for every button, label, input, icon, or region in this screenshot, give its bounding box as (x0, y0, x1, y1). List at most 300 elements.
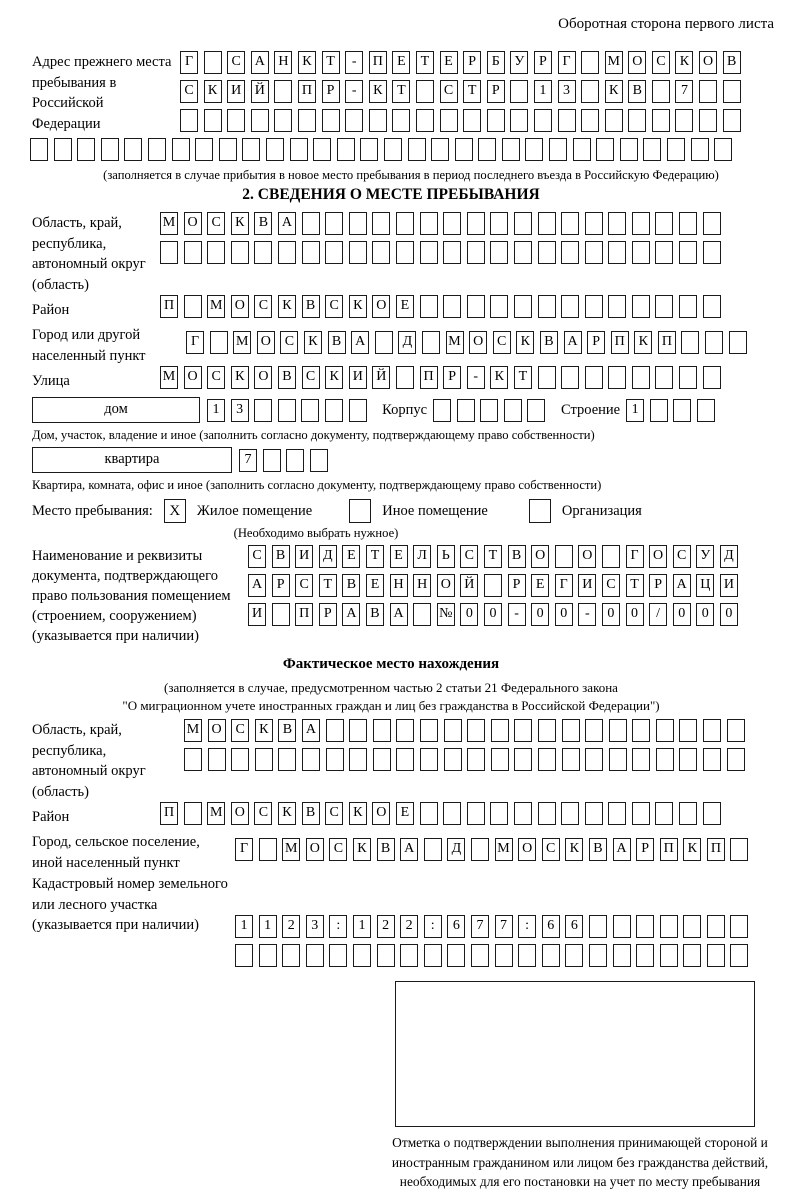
char-cell[interactable]: К (490, 366, 508, 389)
char-cell[interactable]: Т (484, 545, 502, 568)
char-cell[interactable] (585, 719, 603, 742)
char-cell[interactable] (478, 138, 496, 161)
char-cell[interactable] (396, 241, 414, 264)
char-cell[interactable] (467, 748, 485, 771)
char-cell[interactable] (650, 399, 668, 422)
char-cell[interactable]: К (675, 51, 693, 74)
char-cell[interactable]: К (349, 802, 367, 825)
char-cell[interactable]: Е (392, 51, 410, 74)
char-cell[interactable] (632, 719, 650, 742)
char-cell[interactable] (231, 241, 249, 264)
char-cell[interactable] (730, 944, 748, 967)
char-cell[interactable]: М (282, 838, 300, 861)
char-cell[interactable]: С (180, 80, 198, 103)
char-cell[interactable] (325, 241, 343, 264)
char-cell[interactable]: Р (322, 80, 340, 103)
char-cell[interactable] (30, 138, 48, 161)
char-cell[interactable]: М (233, 331, 251, 354)
char-cell[interactable] (723, 109, 741, 132)
char-cell[interactable]: 0 (555, 603, 573, 626)
char-cell[interactable]: С (248, 545, 266, 568)
char-cell[interactable] (510, 109, 528, 132)
char-cell[interactable]: М (207, 802, 225, 825)
char-cell[interactable]: О (184, 212, 202, 235)
char-cell[interactable]: № (437, 603, 455, 626)
char-cell[interactable]: А (278, 212, 296, 235)
char-cell[interactable] (447, 944, 465, 967)
char-cell[interactable] (467, 212, 485, 235)
char-cell[interactable] (227, 109, 245, 132)
char-cell[interactable] (558, 109, 576, 132)
char-cell[interactable]: А (251, 51, 269, 74)
char-cell[interactable] (565, 944, 583, 967)
char-cell[interactable]: К (278, 295, 296, 318)
char-cell[interactable]: Р (636, 838, 654, 861)
char-cell[interactable] (510, 80, 528, 103)
char-cell[interactable]: К (298, 51, 316, 74)
char-cell[interactable]: - (508, 603, 526, 626)
char-cell[interactable] (534, 109, 552, 132)
char-cell[interactable] (490, 295, 508, 318)
char-cell[interactable]: И (720, 574, 738, 597)
char-cell[interactable] (242, 138, 260, 161)
char-cell[interactable] (609, 719, 627, 742)
char-cell[interactable]: В (723, 51, 741, 74)
char-cell[interactable] (278, 241, 296, 264)
char-cell[interactable] (636, 944, 654, 967)
char-cell[interactable]: Г (555, 574, 573, 597)
char-cell[interactable]: В (302, 802, 320, 825)
char-cell[interactable] (349, 212, 367, 235)
char-cell[interactable] (589, 944, 607, 967)
char-cell[interactable] (184, 295, 202, 318)
char-cell[interactable] (585, 212, 603, 235)
char-cell[interactable] (655, 212, 673, 235)
char-cell[interactable] (679, 212, 697, 235)
char-cell[interactable] (467, 241, 485, 264)
char-cell[interactable] (632, 366, 650, 389)
char-cell[interactable] (652, 80, 670, 103)
char-cell[interactable]: К (634, 331, 652, 354)
char-cell[interactable] (349, 399, 367, 422)
char-cell[interactable]: П (660, 838, 678, 861)
char-cell[interactable] (471, 838, 489, 861)
char-cell[interactable]: О (628, 51, 646, 74)
char-cell[interactable] (514, 241, 532, 264)
char-cell[interactable] (325, 212, 343, 235)
char-cell[interactable]: В (278, 719, 296, 742)
char-cell[interactable]: Е (396, 802, 414, 825)
char-cell[interactable] (349, 748, 367, 771)
char-cell[interactable] (699, 109, 717, 132)
char-cell[interactable] (384, 138, 402, 161)
char-cell[interactable]: 0 (602, 603, 620, 626)
char-cell[interactable]: С (231, 719, 249, 742)
char-cell[interactable]: А (351, 331, 369, 354)
char-cell[interactable]: Т (514, 366, 532, 389)
char-cell[interactable] (259, 944, 277, 967)
char-cell[interactable]: 2 (282, 915, 300, 938)
char-cell[interactable] (375, 331, 393, 354)
char-cell[interactable] (124, 138, 142, 161)
char-cell[interactable] (632, 748, 650, 771)
char-cell[interactable] (424, 944, 442, 967)
char-cell[interactable] (655, 366, 673, 389)
char-cell[interactable] (302, 748, 320, 771)
char-cell[interactable] (585, 241, 603, 264)
char-cell[interactable] (420, 295, 438, 318)
char-cell[interactable] (396, 748, 414, 771)
char-cell[interactable] (714, 138, 732, 161)
char-cell[interactable]: О (437, 574, 455, 597)
char-cell[interactable] (210, 331, 228, 354)
char-cell[interactable]: Й (372, 366, 390, 389)
char-cell[interactable] (184, 241, 202, 264)
char-cell[interactable]: Е (396, 295, 414, 318)
char-cell[interactable] (254, 241, 272, 264)
char-cell[interactable]: П (160, 802, 178, 825)
char-cell[interactable] (609, 748, 627, 771)
char-cell[interactable]: К (204, 80, 222, 103)
char-cell[interactable]: Д (319, 545, 337, 568)
char-cell[interactable]: О (231, 295, 249, 318)
char-cell[interactable] (467, 719, 485, 742)
char-cell[interactable]: П (658, 331, 676, 354)
char-cell[interactable]: В (589, 838, 607, 861)
char-cell[interactable]: Р (443, 366, 461, 389)
char-cell[interactable]: Ь (437, 545, 455, 568)
char-cell[interactable]: В (540, 331, 558, 354)
char-cell[interactable]: Г (558, 51, 576, 74)
char-cell[interactable] (589, 915, 607, 938)
char-cell[interactable] (699, 80, 717, 103)
char-cell[interactable] (681, 331, 699, 354)
char-cell[interactable]: 7 (495, 915, 513, 938)
char-cell[interactable] (266, 138, 284, 161)
char-cell[interactable] (77, 138, 95, 161)
char-cell[interactable] (581, 80, 599, 103)
char-cell[interactable]: С (329, 838, 347, 861)
char-cell[interactable]: К (325, 366, 343, 389)
char-cell[interactable]: И (227, 80, 245, 103)
char-cell[interactable] (652, 109, 670, 132)
char-cell[interactable]: С (493, 331, 511, 354)
char-cell[interactable]: 1 (626, 399, 644, 422)
char-cell[interactable] (272, 603, 290, 626)
char-cell[interactable]: Г (626, 545, 644, 568)
char-cell[interactable]: А (613, 838, 631, 861)
char-cell[interactable] (538, 295, 556, 318)
char-cell[interactable]: Р (272, 574, 290, 597)
char-cell[interactable]: - (345, 51, 363, 74)
char-cell[interactable] (208, 748, 226, 771)
char-cell[interactable]: : (329, 915, 347, 938)
char-cell[interactable] (490, 241, 508, 264)
char-cell[interactable] (655, 295, 673, 318)
char-cell[interactable] (422, 331, 440, 354)
char-cell[interactable]: 0 (484, 603, 502, 626)
char-cell[interactable]: А (400, 838, 418, 861)
char-cell[interactable]: М (605, 51, 623, 74)
char-cell[interactable]: Т (416, 51, 434, 74)
char-cell[interactable]: Р (463, 51, 481, 74)
char-cell[interactable] (491, 719, 509, 742)
char-cell[interactable]: С (207, 366, 225, 389)
char-cell[interactable] (490, 212, 508, 235)
char-cell[interactable] (660, 915, 678, 938)
char-cell[interactable] (54, 138, 72, 161)
char-cell[interactable]: В (377, 838, 395, 861)
char-cell[interactable]: М (184, 719, 202, 742)
char-cell[interactable] (703, 748, 721, 771)
char-cell[interactable]: Р (487, 80, 505, 103)
char-cell[interactable] (697, 399, 715, 422)
char-cell[interactable]: Т (392, 80, 410, 103)
char-cell[interactable]: 6 (447, 915, 465, 938)
char-cell[interactable] (207, 241, 225, 264)
char-cell[interactable]: П (611, 331, 629, 354)
char-cell[interactable]: Д (398, 331, 416, 354)
char-cell[interactable] (372, 241, 390, 264)
char-cell[interactable] (673, 399, 691, 422)
char-cell[interactable]: Г (235, 838, 253, 861)
char-cell[interactable] (562, 748, 580, 771)
char-cell[interactable]: С (602, 574, 620, 597)
char-cell[interactable]: Е (440, 51, 458, 74)
char-cell[interactable] (683, 915, 701, 938)
char-cell[interactable] (282, 944, 300, 967)
char-cell[interactable]: Т (319, 574, 337, 597)
char-cell[interactable] (148, 138, 166, 161)
char-cell[interactable] (549, 138, 567, 161)
char-cell[interactable] (703, 212, 721, 235)
char-cell[interactable]: 1 (235, 915, 253, 938)
char-cell[interactable] (349, 719, 367, 742)
char-cell[interactable]: К (683, 838, 701, 861)
char-cell[interactable]: С (673, 545, 691, 568)
char-cell[interactable]: У (510, 51, 528, 74)
char-cell[interactable] (727, 748, 745, 771)
char-cell[interactable]: Р (508, 574, 526, 597)
char-cell[interactable]: Д (447, 838, 465, 861)
char-cell[interactable]: Д (720, 545, 738, 568)
char-cell[interactable]: 2 (400, 915, 418, 938)
char-cell[interactable] (313, 138, 331, 161)
char-cell[interactable]: У (696, 545, 714, 568)
char-cell[interactable] (514, 212, 532, 235)
char-cell[interactable] (353, 944, 371, 967)
char-cell[interactable]: К (516, 331, 534, 354)
char-cell[interactable] (561, 241, 579, 264)
char-cell[interactable]: : (518, 915, 536, 938)
checkbox-inoe-pomeshchenie[interactable] (349, 499, 371, 523)
checkbox-organizatsiya[interactable] (529, 499, 551, 523)
char-cell[interactable]: А (248, 574, 266, 597)
char-cell[interactable]: К (605, 80, 623, 103)
char-cell[interactable]: А (342, 603, 360, 626)
char-cell[interactable]: К (304, 331, 322, 354)
char-cell[interactable]: М (207, 295, 225, 318)
char-cell[interactable] (632, 802, 650, 825)
char-cell[interactable]: О (257, 331, 275, 354)
char-cell[interactable]: О (531, 545, 549, 568)
char-cell[interactable] (602, 545, 620, 568)
char-cell[interactable]: Л (413, 545, 431, 568)
char-cell[interactable] (457, 399, 475, 422)
char-cell[interactable]: В (342, 574, 360, 597)
char-cell[interactable]: Г (180, 51, 198, 74)
char-cell[interactable] (514, 748, 532, 771)
char-cell[interactable] (596, 138, 614, 161)
char-cell[interactable] (538, 212, 556, 235)
char-cell[interactable] (538, 719, 556, 742)
char-cell[interactable] (538, 241, 556, 264)
char-cell[interactable] (360, 138, 378, 161)
char-cell[interactable] (628, 109, 646, 132)
char-cell[interactable]: 0 (720, 603, 738, 626)
char-cell[interactable] (495, 944, 513, 967)
char-cell[interactable] (392, 109, 410, 132)
char-cell[interactable] (581, 51, 599, 74)
char-cell[interactable]: С (254, 802, 272, 825)
char-cell[interactable]: Т (366, 545, 384, 568)
char-cell[interactable]: - (345, 80, 363, 103)
char-cell[interactable] (632, 212, 650, 235)
char-cell[interactable] (329, 944, 347, 967)
char-cell[interactable]: О (306, 838, 324, 861)
char-cell[interactable]: Г (186, 331, 204, 354)
char-cell[interactable]: В (366, 603, 384, 626)
char-cell[interactable]: К (278, 802, 296, 825)
char-cell[interactable]: О (184, 366, 202, 389)
char-cell[interactable] (730, 838, 748, 861)
char-cell[interactable] (608, 212, 626, 235)
char-cell[interactable] (703, 295, 721, 318)
char-cell[interactable] (278, 399, 296, 422)
char-cell[interactable] (377, 944, 395, 967)
char-cell[interactable] (396, 366, 414, 389)
char-cell[interactable]: Р (649, 574, 667, 597)
char-cell[interactable] (255, 748, 273, 771)
char-cell[interactable]: Е (531, 574, 549, 597)
char-cell[interactable]: П (420, 366, 438, 389)
char-cell[interactable] (396, 212, 414, 235)
char-cell[interactable]: 0 (696, 603, 714, 626)
char-cell[interactable] (675, 109, 693, 132)
char-cell[interactable] (585, 748, 603, 771)
char-cell[interactable]: К (231, 212, 249, 235)
char-cell[interactable]: Т (463, 80, 481, 103)
char-cell[interactable] (705, 331, 723, 354)
char-cell[interactable] (298, 109, 316, 132)
char-cell[interactable]: С (280, 331, 298, 354)
char-cell[interactable]: П (160, 295, 178, 318)
char-cell[interactable]: С (207, 212, 225, 235)
char-cell[interactable]: С (325, 295, 343, 318)
char-cell[interactable]: П (707, 838, 725, 861)
char-cell[interactable] (723, 80, 741, 103)
char-cell[interactable]: П (295, 603, 313, 626)
char-cell[interactable]: Е (390, 545, 408, 568)
char-cell[interactable] (518, 944, 536, 967)
char-cell[interactable]: О (372, 802, 390, 825)
char-cell[interactable] (420, 719, 438, 742)
char-cell[interactable]: Т (322, 51, 340, 74)
char-cell[interactable] (636, 915, 654, 938)
char-cell[interactable]: 7 (471, 915, 489, 938)
char-cell[interactable] (504, 399, 522, 422)
char-cell[interactable]: М (160, 212, 178, 235)
char-cell[interactable] (679, 748, 697, 771)
char-cell[interactable]: К (353, 838, 371, 861)
char-cell[interactable] (302, 212, 320, 235)
char-cell[interactable]: 0 (626, 603, 644, 626)
char-cell[interactable]: И (295, 545, 313, 568)
char-cell[interactable]: О (699, 51, 717, 74)
char-cell[interactable] (542, 944, 560, 967)
char-cell[interactable] (235, 944, 253, 967)
char-cell[interactable]: 7 (239, 449, 257, 472)
char-cell[interactable] (274, 109, 292, 132)
char-cell[interactable] (656, 719, 674, 742)
char-cell[interactable]: 7 (675, 80, 693, 103)
char-cell[interactable] (302, 241, 320, 264)
char-cell[interactable]: О (372, 295, 390, 318)
char-cell[interactable] (440, 109, 458, 132)
char-cell[interactable] (369, 109, 387, 132)
char-cell[interactable] (538, 366, 556, 389)
char-cell[interactable] (444, 748, 462, 771)
char-cell[interactable]: К (369, 80, 387, 103)
char-cell[interactable]: 2 (377, 915, 395, 938)
char-cell[interactable] (655, 241, 673, 264)
char-cell[interactable]: О (208, 719, 226, 742)
char-cell[interactable] (254, 399, 272, 422)
char-cell[interactable] (413, 603, 431, 626)
char-cell[interactable]: 0 (460, 603, 478, 626)
char-cell[interactable]: И (578, 574, 596, 597)
char-cell[interactable] (679, 366, 697, 389)
char-cell[interactable] (605, 109, 623, 132)
char-cell[interactable] (204, 51, 222, 74)
char-cell[interactable]: К (255, 719, 273, 742)
char-cell[interactable] (396, 719, 414, 742)
char-cell[interactable] (561, 802, 579, 825)
char-cell[interactable] (613, 944, 631, 967)
char-cell[interactable] (219, 138, 237, 161)
char-cell[interactable] (251, 109, 269, 132)
char-cell[interactable] (729, 331, 747, 354)
char-cell[interactable] (561, 212, 579, 235)
char-cell[interactable] (525, 138, 543, 161)
char-cell[interactable] (608, 366, 626, 389)
char-cell[interactable]: В (254, 212, 272, 235)
char-cell[interactable] (643, 138, 661, 161)
char-cell[interactable]: К (565, 838, 583, 861)
char-cell[interactable]: С (295, 574, 313, 597)
char-cell[interactable] (184, 748, 202, 771)
char-cell[interactable] (455, 138, 473, 161)
char-cell[interactable]: В (278, 366, 296, 389)
char-cell[interactable] (310, 449, 328, 472)
char-cell[interactable]: 1 (353, 915, 371, 938)
char-cell[interactable] (632, 295, 650, 318)
char-cell[interactable]: И (248, 603, 266, 626)
char-cell[interactable]: 1 (207, 399, 225, 422)
char-cell[interactable] (443, 802, 461, 825)
char-cell[interactable] (703, 241, 721, 264)
char-cell[interactable] (286, 449, 304, 472)
